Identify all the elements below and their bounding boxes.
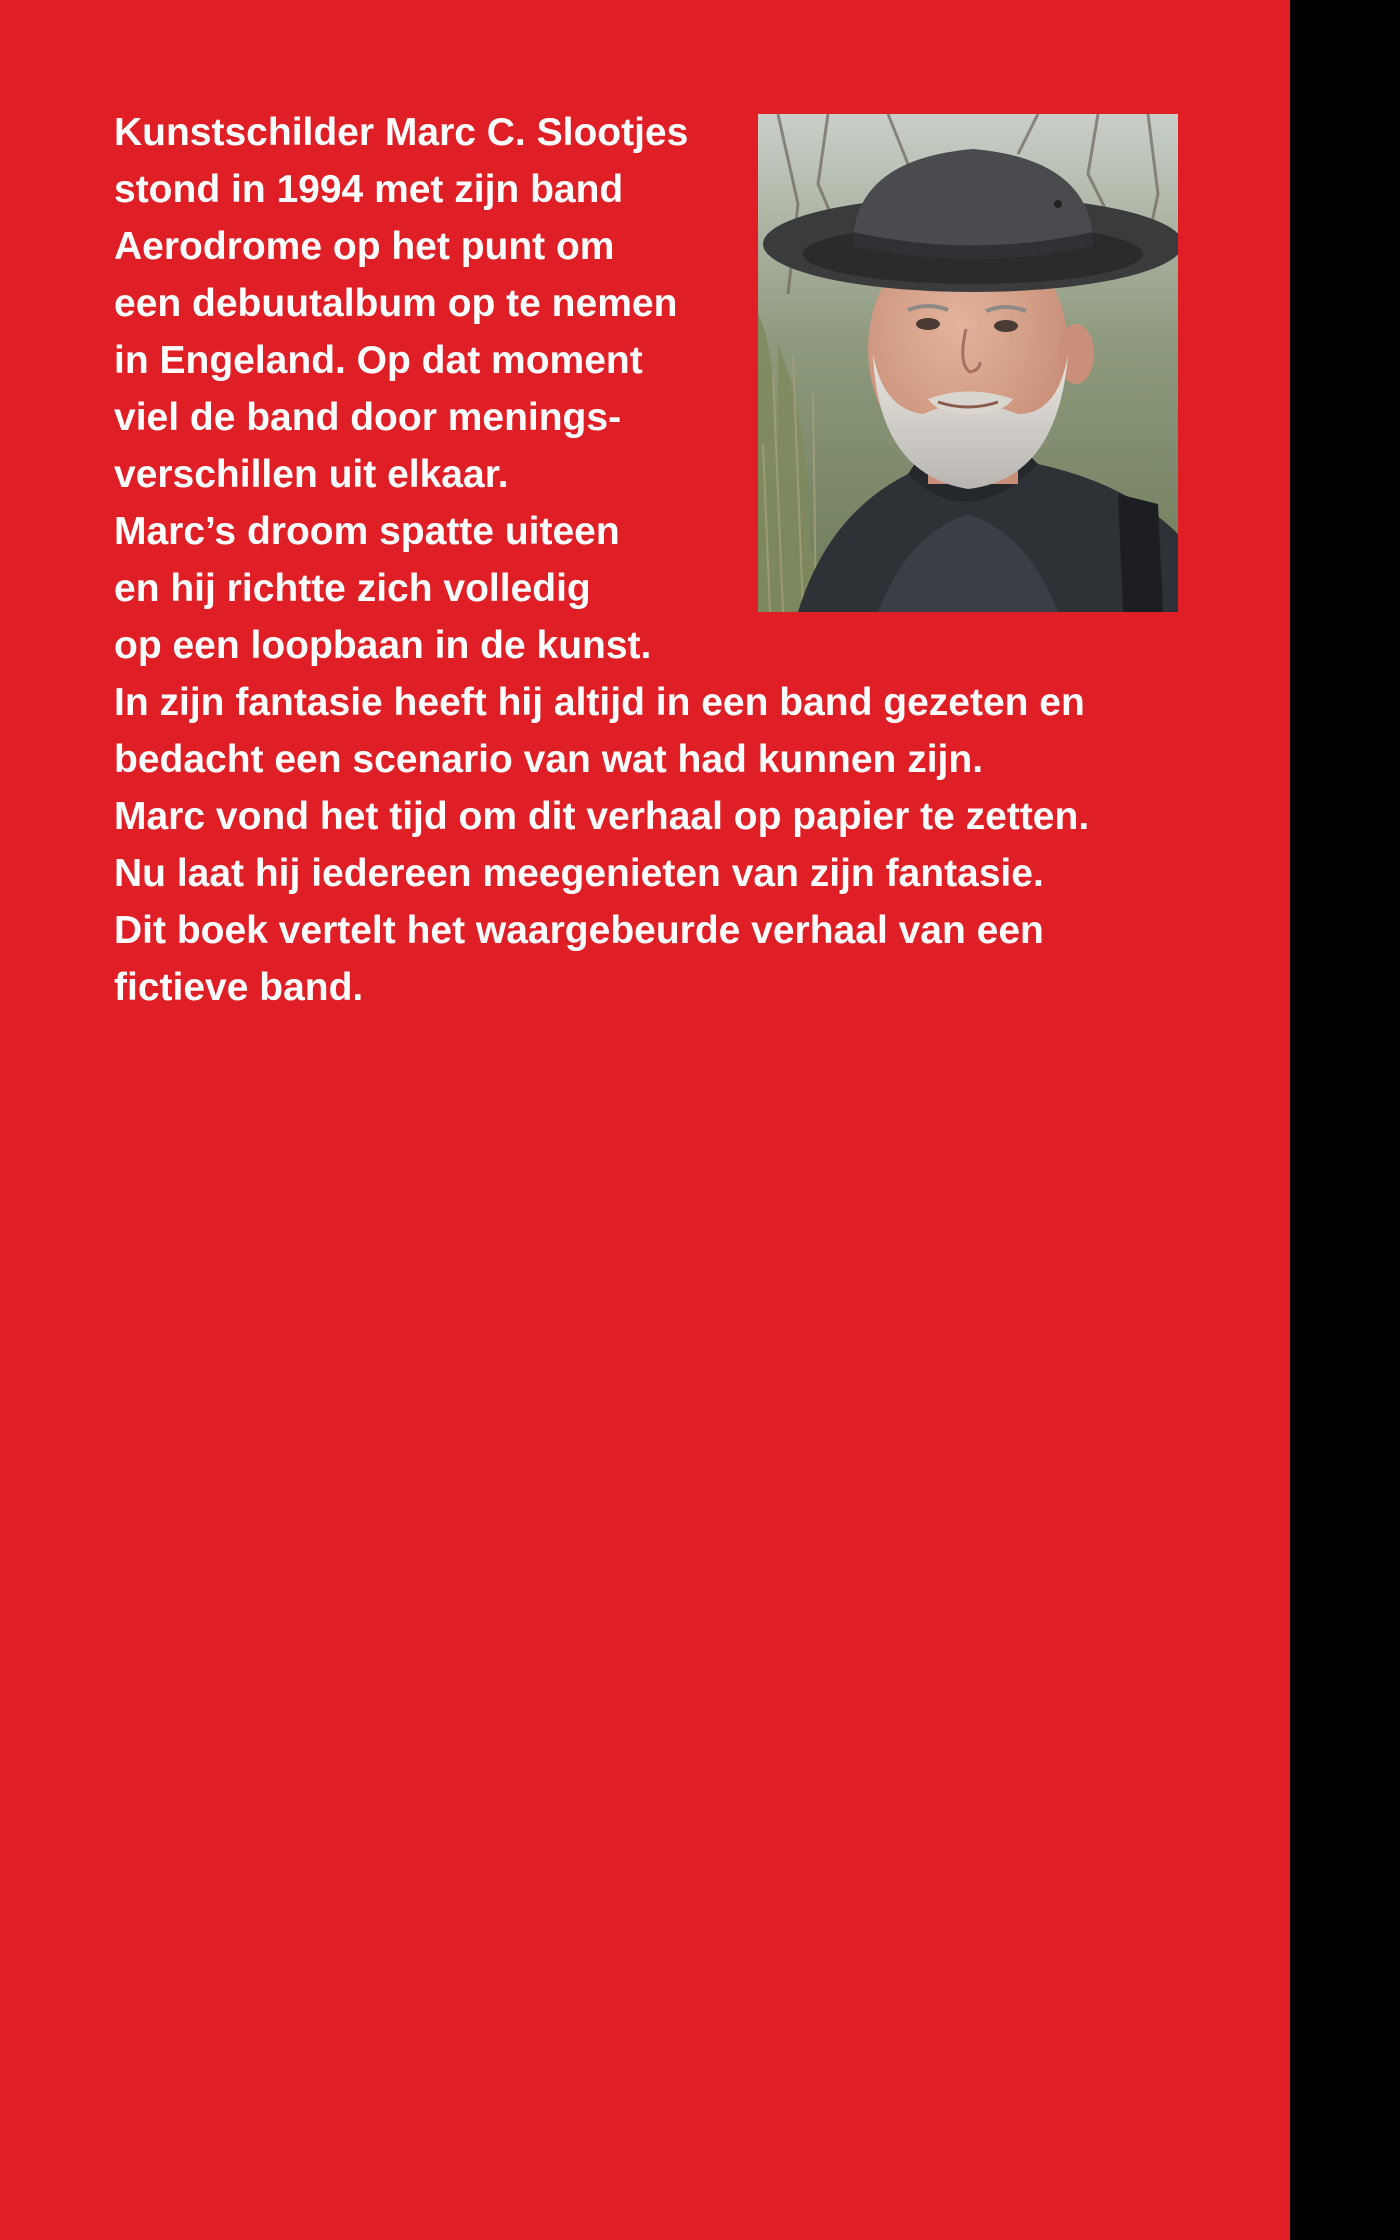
blurb-line: fictieve band. [114,966,364,1009]
spine-edge [1290,0,1400,2240]
blurb-line: bedacht een scenario van wat had kunnen zijn. [114,738,984,781]
blurb-line: Marc’s droom spatte uiteen [114,510,620,553]
blurb-line: Dit boek vertelt het waargebeurde verhaal van een [114,909,1044,952]
blurb-line: op een loopbaan in de kunst. [114,624,652,667]
blurb-line: Aerodrome op het punt om [114,225,615,268]
blurb-line: en hij richtte zich volledig [114,567,591,610]
blurb-line: Kunstschilder Marc C. Slootjes [114,111,689,154]
blurb-line: een debuutalbum op te nemen [114,282,678,325]
blurb-line: verschillen uit elkaar. [114,453,509,496]
blurb-line: In zijn fantasie heeft hij altijd in een band gezeten en [114,681,1085,724]
author-photo [758,114,1178,612]
blurb-line: stond in 1994 met zijn band [114,168,624,211]
blurb-line: viel de band door menings- [114,396,622,439]
blurb-line: Marc vond het tijd om dit verhaal op papier te zetten. [114,795,1090,838]
blurb-line: Nu laat hij iedereen meegenieten van zijn fantasie. [114,852,1044,895]
author-portrait-icon [758,114,1178,612]
blurb-line: in Engeland. Op dat moment [114,339,643,382]
